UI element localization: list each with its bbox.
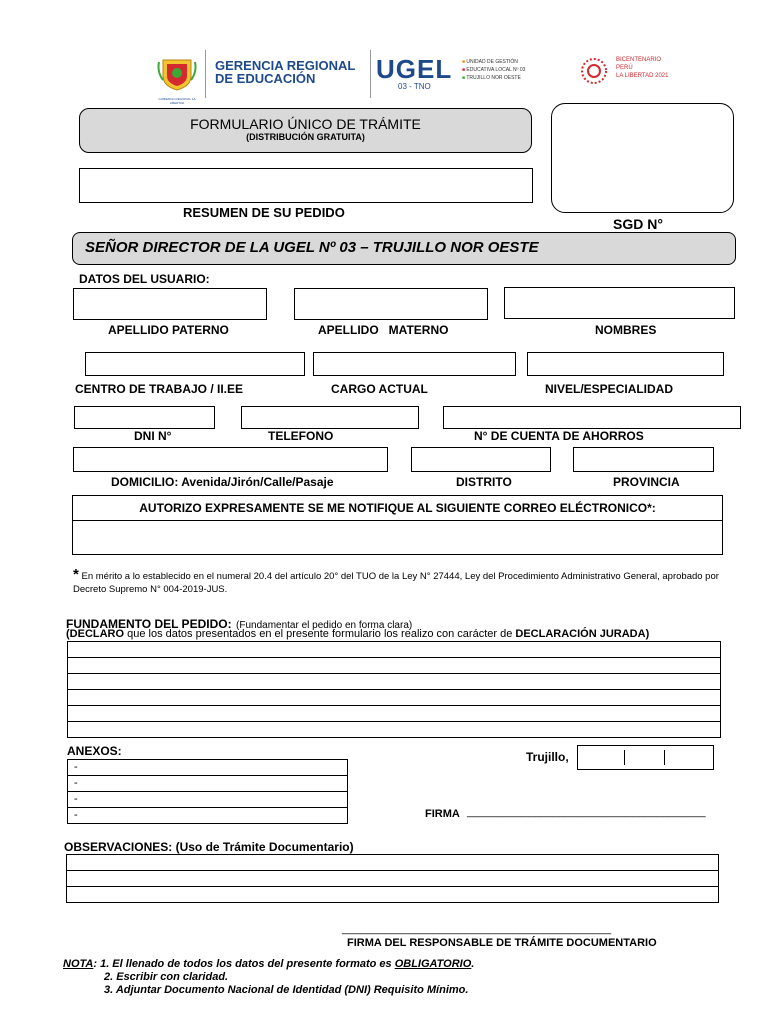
dni-label: DNI N° [134, 429, 172, 443]
nota-1-pre: : 1. El llenado de todos los datos del presente formato es [93, 958, 395, 970]
declaro-text [66, 628, 649, 640]
nota-1-post: . [471, 958, 475, 970]
nota-line3: 3. Adjuntar Documento Nacional de Identidad (DNI) Requisito Mínimo. [104, 984, 469, 996]
cuenta-ahorros-field[interactable] [443, 406, 741, 429]
observaciones-line[interactable] [67, 887, 718, 902]
nota-line2: 2. Escribir con claridad. [104, 971, 229, 983]
observaciones-label: OBSERVACIONES: (Uso de Trámite Documentario) [64, 840, 354, 854]
fundamento-line[interactable] [68, 722, 720, 737]
bicentenario-logo [576, 56, 668, 86]
fundamento-line[interactable] [68, 690, 720, 706]
ugel-info-3: TRUJILLO NOR OESTE [466, 75, 521, 81]
anexos-label: ANEXOS: [67, 744, 122, 758]
firma-responsable-line: ____________________________________________ [342, 923, 612, 935]
firma-responsable-label: FIRMA DEL RESPONSABLE DE TRÁMITE DOCUMENTARIO [347, 937, 657, 949]
cargo-actual-field[interactable] [313, 352, 516, 376]
form-subtitle: (DISTRIBUCIÓN GRATUITA) [246, 132, 365, 142]
distrito-field[interactable] [411, 447, 551, 472]
nombres-field[interactable] [504, 287, 735, 319]
ugel-info-1: UNIDAD DE GESTIÓN [466, 59, 518, 65]
footnote-star: * [73, 566, 79, 583]
firma-label: FIRMA [425, 808, 460, 820]
fundamento-hint: (Fundamentar el pedido en forma clara) [236, 620, 413, 631]
provincia-label: PROVINCIA [613, 475, 680, 489]
declaro-bold: DECLARACIÓN JURADA) [515, 628, 650, 640]
ugel-logo [376, 56, 452, 91]
fecha-field[interactable] [577, 745, 714, 770]
nivel-especialidad-label: NIVEL/ESPECIALIDAD [545, 382, 674, 396]
correo-input[interactable] [73, 521, 722, 555]
bicentenario-line2: PERÚ [616, 65, 633, 71]
domicilio-label: DOMICILIO: Avenida/Jirón/Calle/Pasaje [111, 475, 334, 489]
fundamento-lines[interactable] [67, 641, 721, 738]
anexo-item[interactable]: - [68, 760, 347, 776]
ugel-info: ■ UNIDAD DE GESTIÓN ■ EDUCATIVA LOCAL Nº 03 ■ TRUJILLO NOR OESTE [462, 59, 526, 81]
footnote [73, 568, 733, 596]
telefono-label: TELEFONO [268, 429, 334, 443]
header-divider-2 [370, 50, 371, 98]
cargo-actual-label: CARGO ACTUAL [331, 382, 428, 396]
form-title-box [79, 108, 532, 153]
fundamento-line[interactable] [68, 642, 720, 658]
apellido-paterno-label: APELLIDO PATERNO [108, 323, 229, 337]
gerencia-line2: DE EDUCACIÓN [215, 71, 316, 86]
director-line: SEÑOR DIRECTOR DE LA UGEL Nº 03 – TRUJILLO NOR OESTE [85, 239, 539, 256]
fundamento-line[interactable] [68, 706, 720, 722]
ugel-info-2: EDUCATIVA LOCAL Nº 03 [466, 67, 526, 73]
bicentenario-line3: LA LIBERTAD 2021 [616, 73, 669, 79]
anexo-item[interactable]: - [68, 792, 347, 808]
telefono-field[interactable] [241, 406, 419, 429]
centro-trabajo-field[interactable] [85, 352, 305, 376]
ugel-logo-text: UGEL [376, 54, 453, 84]
bicentenario-line1: BICENTENARIO [616, 57, 662, 63]
nota-1-obligatorio: OBLIGATORIO [394, 958, 472, 970]
sgd-label: SGD N° [613, 216, 663, 232]
resumen-label: RESUMEN DE SU PEDIDO [183, 205, 345, 220]
nivel-especialidad-field[interactable] [527, 352, 724, 376]
declaro-open: (DECLARO [66, 628, 125, 640]
dni-field[interactable] [74, 406, 215, 429]
nombres-label: NOMBRES [595, 323, 657, 337]
gerencia-line1: GERENCIA REGIONAL [215, 58, 356, 73]
director-box [72, 232, 736, 265]
sgd-stamp-box [551, 103, 734, 213]
fecha-separator [664, 750, 665, 765]
anexo-item[interactable]: - [68, 776, 347, 792]
header-divider [205, 50, 206, 98]
declaro-mid: que los datos presentados en el presente formulario los realizo con carácter de [124, 628, 516, 640]
distrito-label: DISTRITO [456, 475, 512, 489]
anexos-list[interactable] [67, 759, 348, 824]
fundamento-title: FUNDAMENTO DEL PEDIDO: [66, 617, 232, 631]
centro-trabajo-label: CENTRO DE TRABAJO / II.EE [75, 382, 244, 396]
nota-label: NOTA [63, 958, 94, 970]
nota-line1 [63, 958, 474, 971]
region-seal-caption: GOBIERNO REGIONAL LA LIBERTAD [158, 97, 196, 105]
observaciones-lines[interactable] [66, 854, 719, 903]
anexo-item[interactable]: - [74, 809, 78, 821]
trujillo-label: Trujillo, [526, 750, 569, 764]
cuenta-ahorros-label: N° DE CUENTA DE AHORROS [474, 429, 644, 443]
ugel-logo-sub: 03 - TNO [398, 82, 431, 91]
apellido-materno-field[interactable] [294, 288, 488, 320]
datos-usuario-label: DATOS DEL USUARIO: [79, 272, 210, 286]
region-seal-logo [155, 52, 199, 105]
apellido-paterno-field[interactable] [73, 288, 267, 320]
fundamento-line[interactable] [68, 674, 720, 690]
footnote-line2: Decreto Supremo N° 004-2019-JUS. [73, 584, 228, 595]
correo-label: AUTORIZO EXPRESAMENTE SE ME NOTIFIQUE AL SIGUIENTE CORREO ELÉCTRONICO*: [73, 496, 722, 521]
form-title: FORMULARIO ÚNICO DE TRÁMITE [190, 116, 421, 132]
gerencia-logo-text [215, 59, 355, 85]
correo-box [72, 495, 723, 555]
observaciones-line[interactable] [67, 855, 718, 871]
footnote-line1: En mérito a lo establecido en el numeral 20.4 del artículo 20° del TUO de la Ley N° 27444, Ley del Procedimiento Administrativo General, aprobado por [81, 571, 719, 582]
resumen-input[interactable] [79, 168, 533, 203]
apellido-materno-label: APELLIDO MATERNO [318, 323, 449, 337]
provincia-field[interactable] [573, 447, 714, 472]
fecha-separator [624, 750, 625, 765]
firma-line[interactable]: _______________________________________ [467, 806, 706, 818]
fundamento-line[interactable] [68, 658, 720, 674]
observaciones-line[interactable] [67, 871, 718, 887]
domicilio-field[interactable] [73, 447, 388, 472]
